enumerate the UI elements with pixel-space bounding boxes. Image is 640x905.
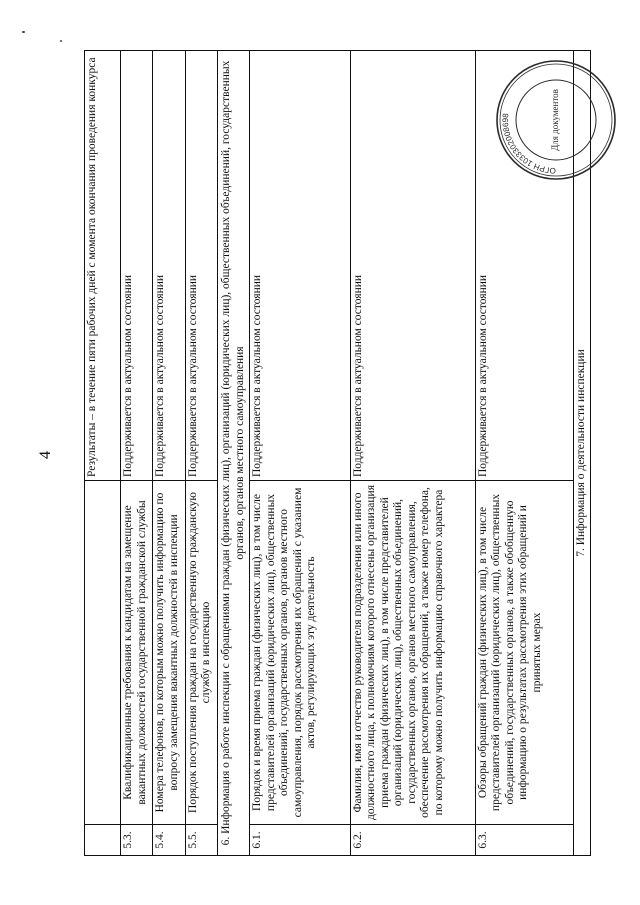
- row-requirement: Поддерживается в актуальном состоянии: [153, 51, 185, 481]
- row-description: Фамилия, имя и отчество руководителя подразделения или иного должностного лица, к полномочиям которого отнесены организация приема граждан (физических лиц), в том числе представителей организаций (юридических лиц), общественных объединений, государственных органов, органов местного самоуправления, обеспечение рассмотрения их обращений, а также номер телефона, по которому можно получить информацию справочного характера: [350, 481, 475, 825]
- row-requirement: Поддерживается в актуальном состоянии: [350, 51, 475, 481]
- table-row: [250, 51, 351, 856]
- row-description: Порядок и время приема граждан (физических лиц), в том числе представителей организаций (юридических лиц), общественных объединений, государственных органов, органов местного самоуправления, порядок рассмотрения их обращений с указанием актов, регулирующих эту деятельность: [250, 481, 351, 825]
- svg-text:ОГРН 1033302008698: [501, 112, 556, 175]
- page-number: 4: [37, 451, 54, 459]
- table-row: [85, 51, 121, 856]
- row-number: 5.3.: [121, 825, 153, 856]
- official-stamp: [494, 58, 618, 182]
- section-heading-6: 6. Информация о работе инспекции с обращениями граждан (физических лиц), организаций (юридических лиц), общественных объединений, государственных органов, органов местного самоуправления: [217, 51, 249, 856]
- row-number: 5.5.: [185, 825, 217, 856]
- stamp-center-text: Для документов: [550, 89, 560, 151]
- row-number: 6.1.: [250, 825, 351, 856]
- section-row: [217, 51, 249, 856]
- row-requirement: Поддерживается в актуальном состоянии: [475, 51, 574, 481]
- row-requirement: Поддерживается в актуальном состоянии: [250, 51, 351, 481]
- row-description: Квалификационные требования к кандидатам на замещение вакантных должностей государственной гражданской службы: [121, 481, 153, 825]
- row-description: Порядок поступления граждан на государственную гражданскую службу в инспекцию: [185, 481, 217, 825]
- row-number: 6.2.: [350, 825, 475, 856]
- section-heading-7: 7. Информация о деятельности инспекции: [574, 51, 591, 856]
- row-description: [85, 481, 121, 825]
- table-row: [350, 51, 475, 856]
- scan-speck: [22, 31, 25, 33]
- row-requirement: Результаты – в течение пяти рабочих дней с момента окончания проведения конкурса: [85, 51, 121, 481]
- row-requirement: Поддерживается в актуальном состоянии: [121, 51, 153, 481]
- row-number: 5.4.: [153, 825, 185, 856]
- row-number: 6.3.: [475, 825, 574, 856]
- row-description: Обзоры обращений граждан (физических лиц), в том числе представителей организаций (юридических лиц), общественных объединений, государственных органов, а также обобщенную информацию о результатах рассмотрения этих обращений и принятых мерах: [475, 481, 574, 825]
- table-row: [153, 51, 185, 856]
- stamp-ring-text: ОГРН 1033302008698: [500, 112, 557, 176]
- row-requirement: Поддерживается в актуальном состоянии: [185, 51, 217, 481]
- row-description: Номера телефонов, по которым можно получить информацию по вопросу замещения вакантных должностей в инспекции: [153, 481, 185, 825]
- table-row: [121, 51, 153, 856]
- table-row: [185, 51, 217, 856]
- row-number: [85, 825, 121, 856]
- scan-speck: [60, 40, 62, 42]
